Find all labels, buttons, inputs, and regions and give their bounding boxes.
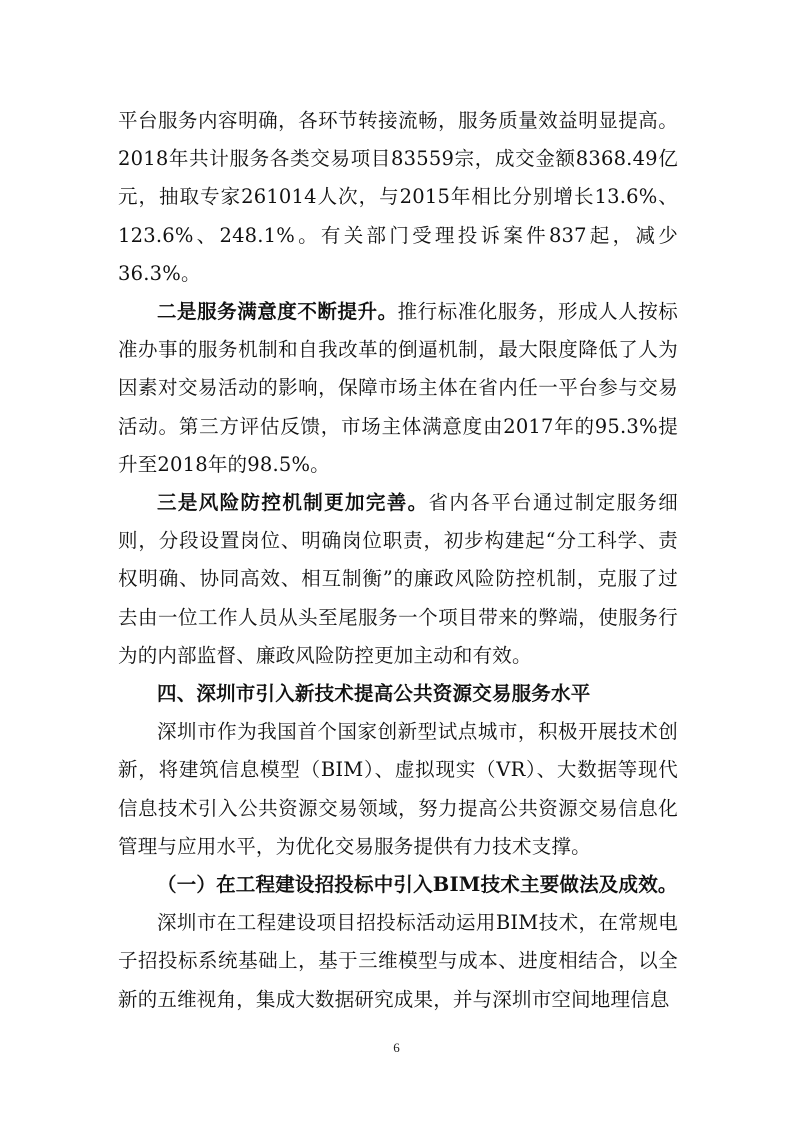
subsection-1-heading: （一）在工程建设招投标中引入BIM技术主要做法及成效。	[157, 873, 678, 897]
paragraph-5: 深圳市在工程建设项目招投标活动运用BIM技术，在常规电子招投标系统基础上，基于三维模型与成本、进度相结合，以全新的五维视角，集成大数据研究成果，并与深圳市空间地理信息	[118, 911, 678, 1011]
section-4-heading: 四、深圳市引入新技术提高公共资源交易服务水平	[157, 682, 591, 706]
document-body	[118, 102, 678, 1019]
paragraph-2-text: 推行标准化服务，形成人人按标准办事的服务机制和自我改革的倒逼机制，最大限度降低了人为因素对交易活动的影响，保障市场主体在省内任一平台参与交易活动。第三方评估反馈，市场主体满意度由2017年的95.3%提升至2018年的98.5%。	[118, 300, 678, 476]
paragraph-3-lead: 三是风险防控机制更加完善。	[157, 491, 429, 515]
paragraph-3-text: 省内各平台通过制定服务细则，分段设置岗位、明确岗位职责，初步构建起“分工科学、责权明确、协同高效、相互制衡”的廉政风险防控机制，克服了过去由一位工作人员从头至尾服务一个项目带来的弊端，使服务行为的内部监督、廉政风险防控更加主动和有效。	[118, 491, 678, 667]
page-number: 6	[393, 1040, 400, 1055]
paragraph-2	[118, 293, 678, 484]
paragraph-3	[118, 484, 678, 675]
paragraph-4: 深圳市作为我国首个国家创新型试点城市，积极开展技术创新，将建筑信息模型（BIM）、虚拟现实（VR）、大数据等现代信息技术引入公共资源交易领域，努力提高公共资源交易信息化管理与应用水平，为优化交易服务提供有力技术支撑。	[118, 720, 678, 858]
paragraph-1: 平台服务内容明确，各环节转接流畅，服务质量效益明显提高。2018年共计服务各类交易项目83559宗，成交金额8368.49亿元，抽取专家261014人次，与2015年相比分别增长13.6%、123.6%、248.1%。有关部门受理投诉案件837起，减少36.3%。	[118, 109, 678, 285]
paragraph-2-lead: 二是服务满意度不断提升。	[157, 300, 398, 324]
